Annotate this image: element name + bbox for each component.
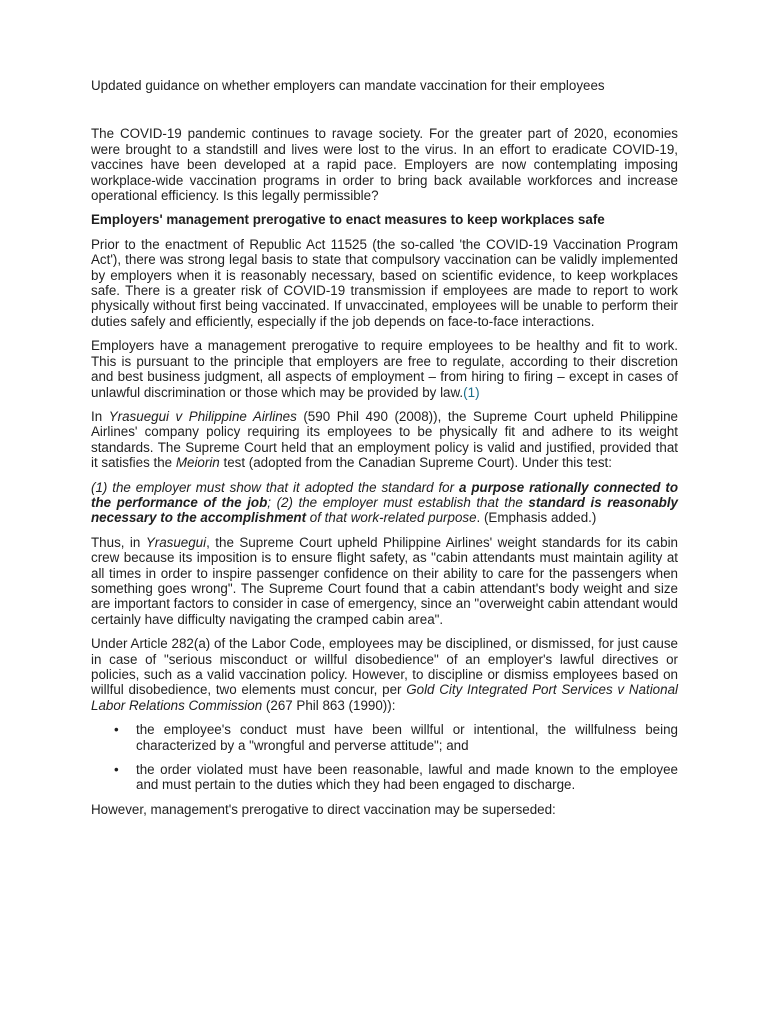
text-segment: test (adopted from the Canadian Supreme Court). Under this test:	[219, 455, 612, 471]
list-item	[114, 722, 678, 753]
paragraph-labor-code	[91, 636, 678, 713]
text-segment: In	[91, 408, 109, 424]
text-segment: Thus, in	[91, 534, 146, 550]
paragraph-management-prerogative	[91, 338, 678, 400]
test-name: Meiorin	[175, 455, 220, 471]
quote-segment: (1) the employer must show that it adopted the standard for	[91, 479, 459, 495]
bullet-icon: •	[114, 762, 119, 778]
quote-emphasis: standard is reasonably necessary to the accomplishment	[91, 494, 678, 526]
document-title: Updated guidance on whether employers can mandate vaccination for their employees	[91, 78, 605, 93]
intro-paragraph: The COVID-19 pandemic continues to ravage society. For the greater part of 2020, economies were brought to a standstill and lives were lost to the virus. In an effort to eradicate COVID-19, vaccines have been developed at a rapid pace. Employers are now contemplating imposing workplace-wide vaccination programs in order to bring back available workforces and increase operational efficiency. Is this legally permissible?	[91, 126, 678, 204]
quote-emphasis: a purpose rationally connected to the performance of the job	[91, 479, 678, 510]
text-segment: (590 Phil 490 (2008)), the Supreme Court upheld Philippine Airlines' company policy requiring its employees to be physically fit and adhere to its weight standards. The Supreme Court held that an employment policy is valid and justified, provided that it satisfies the	[91, 408, 678, 471]
footnote-link[interactable]: (1)	[463, 384, 480, 400]
case-name: Gold City Integrated Port Services v National Labor Relations Commission	[91, 682, 678, 713]
meiorin-quote	[91, 480, 678, 526]
case-name: Yrasuegui	[145, 534, 207, 550]
quote-segment: of that work-related purpose	[306, 510, 477, 526]
section-heading: Employers' management prerogative to enact measures to keep workplaces safe	[91, 212, 605, 228]
paragraph-text: Employers have a management prerogative to require employees to be healthy and fit to work. This is pursuant to the principle that employers are free to regulate, according to their discretion and best business judgment, all aspects of employment – from hiring to firing – except in cases of unlawful discrimination or those which may be provided by law.	[91, 338, 678, 400]
paragraph-weight-standards	[91, 535, 678, 627]
text-segment: (267 Phil 863 (1990)):	[262, 697, 396, 713]
list-item	[114, 762, 678, 793]
elements-list	[91, 722, 678, 793]
text-segment: , the Supreme Court upheld Philippine Airlines' weight standards for its cabin crew because its imposition is to ensure flight safety, as "cabin attendants must maintain agility at all times in order to inspire passenger confidence on their ability to care for the passengers when something goes wrong". The Supreme Court found that a cabin attendant's body weight and size are important factors to consider in case of emergency, since an "overweight cabin attendant would certainly have difficulty navigating the cramped cabin area".	[91, 534, 678, 627]
bullet-icon: •	[114, 722, 119, 738]
paragraph-vaccination-act: Prior to the enactment of Republic Act 11525 (the so-called 'the COVID-19 Vaccination Program Act'), there was strong legal basis to state that compulsory vaccination can be validly implemented by employers when it is reasonably necessary, based on scientific evidence, to keep workplaces safe. There is a greater risk of COVID-19 transmission if employees are made to report to work physically without first being vaccinated. If unvaccinated, employees will be unable to perform their duties safely and efficiently, especially if the job depends on face-to-face interactions.	[91, 236, 678, 329]
closing-paragraph: However, management's prerogative to direct vaccination may be superseded:	[91, 801, 556, 817]
document-page	[91, 78, 678, 826]
list-item-text: the order violated must have been reasonable, lawful and made known to the employee and must pertain to the duties which they had been engaged to discharge.	[136, 762, 678, 793]
list-item-text: the employee's conduct must have been willful or intentional, the willfulness being characterized by a "wrongful and perverse attitude"; and	[136, 722, 678, 753]
case-name: Yrasuegui v Philippine Airlines	[108, 408, 297, 424]
text-segment: Under Article 282(a) of the Labor Code, employees may be disciplined, or dismissed, for just cause in case of "serious misconduct or willful disobedience" of an employer's lawful directives or policies, such as a valid vaccination policy. However, to discipline or dismiss employees based on willful disobedience, two elements must concur, per	[91, 636, 678, 698]
quote-segment: ; (2) the employer must establish that the	[267, 494, 529, 510]
paragraph-yrasuegui	[91, 409, 678, 471]
emphasis-note: . (Emphasis added.)	[476, 510, 597, 526]
